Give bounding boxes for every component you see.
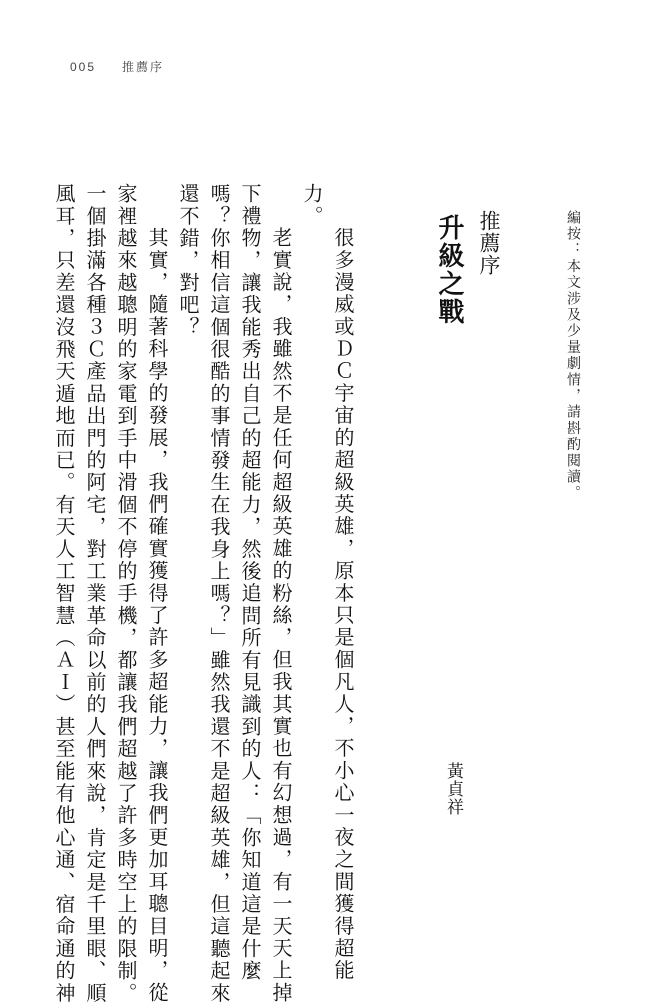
running-title: 推薦序 xyxy=(122,60,165,74)
body-line: 下禮物，讓我能秀出自己的超能力，然後追問所有見識到的人：「你知道這是什麼 xyxy=(238,183,262,983)
author-name: 黃貞祥 xyxy=(443,762,463,816)
page-number: 005 xyxy=(70,60,97,74)
article-title: 升級之戰 xyxy=(434,214,464,326)
running-head xyxy=(70,58,164,75)
body-line: 風耳，只差還沒飛天遁地而已。有天人工智慧（ＡＩ）甚至能有他心通、宿命通的神 xyxy=(52,183,76,1004)
body-line: 老實說，我雖然不是任何超級英雄的粉絲，但我其實也有幻想過，有一天天上掉 xyxy=(269,227,293,1004)
body-line: 一個掛滿各種３Ｃ產品出門的阿宅，對工業革命以前的人們來說，肯定是千里眼、順 xyxy=(83,183,107,1004)
body-line: 還不錯，對吧？ xyxy=(176,183,200,339)
body-line: 家裡越來越聰明的家電到手中滑個不停的手機，都讓我們超越了許多時空上的限制。 xyxy=(114,183,138,1004)
editor-note: 編按：本文涉及少量劇情，請斟酌閱讀。 xyxy=(565,210,581,502)
section-label: 推薦序 xyxy=(477,210,501,276)
body-line: 嗎？你相信這個很酷的事情發生在我身上嗎？」雖然我還不是超級英雄，但這聽起來 xyxy=(207,183,231,1004)
body-line: 其實，隨著科學的發展，我們確實獲得了許多超能力，讓我們更加耳聰目明，從 xyxy=(145,227,169,1004)
body-line: 很多漫威或ＤＣ宇宙的超級英雄，原本只是個凡人，不小心一夜之間獲得超能 xyxy=(331,227,355,982)
body-line: 力。 xyxy=(300,183,324,228)
article-body xyxy=(52,183,358,1004)
